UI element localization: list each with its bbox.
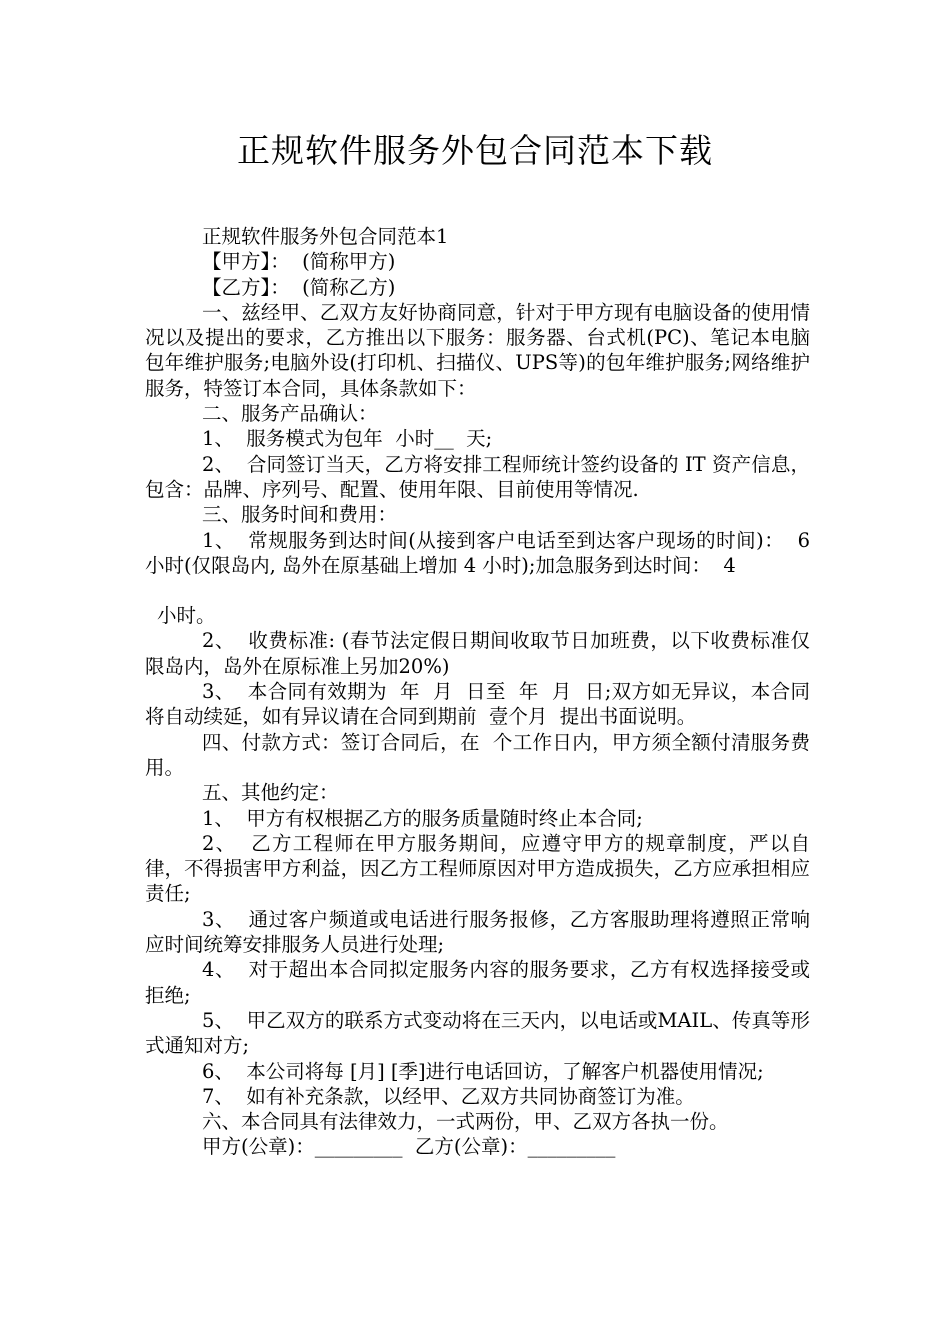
clause-3-3: 3、 本合同有效期为 年 月 日至 年 月 日;双方如无异议，本合同将自动续延，如有异议请在合同到期前 壹个月 提出书面说明。 — [145, 680, 810, 729]
clause-1: 一、兹经甲、乙双方友好协商同意，针对于甲方现有电脑设备的使用情况以及提出的要求，乙方推出以下服务：服务器、台式机(PC)、笔记本电脑包年维护服务;电脑外设(打印机、扫描仪、UPS等)的包年维护服务;网络维护服务，特签订本合同，具体条款如下： — [145, 300, 810, 400]
document-title: 正规软件服务外包合同范本下载 — [237, 131, 713, 170]
clause-5-2: 2、 乙方工程师在甲方服务期间，应遵守甲方的规章制度，严以自律，不得损害甲方利益，因乙方工程师原因对甲方造成损失，乙方应承担相应责任; — [145, 831, 810, 906]
clause-5-1: 1、 甲方有权根据乙方的服务质量随时终止本合同; — [202, 806, 643, 830]
signature-line: 甲方(公章)：_________ 乙方(公章)：_________ — [202, 1135, 616, 1159]
party-b-line: 【乙方】： (简称乙方) — [202, 275, 396, 299]
section-3-heading: 三、服务时间和费用： — [202, 503, 398, 527]
clause-5-3: 3、 通过客户频道或电话进行服务报修，乙方客服助理将遵照正常响应时间统筹安排服务人员进行处理; — [145, 907, 810, 957]
blank-line — [145, 578, 810, 603]
section-2-heading: 二、服务产品确认： — [202, 402, 378, 426]
clause-5-7: 7、 如有补充条款，以经甲、乙双方共同协商签订为准。 — [202, 1084, 695, 1108]
party-a-line: 【甲方】： (简称甲方) — [202, 250, 396, 274]
clause-2-2: 2、 合同签订当天，乙方将安排工程师统计签约设备的 IT 资产信息，包含：品牌、序列号、配置、使用年限、目前使用等情况. — [145, 452, 810, 501]
contract-heading: 正规软件服务外包合同范本1 — [202, 225, 449, 248]
clause-3-1: 1、 常规服务到达时间(从接到客户电话至到达客户现场的时间)： 6 小时(仅限岛内, 岛外在原基础上增加 4 小时);加急服务到达时间： 4 — [145, 528, 823, 577]
clause-5-6: 6、 本公司将每 [月] [季]进行电话回访，了解客户机器使用情况; — [202, 1059, 764, 1083]
clause-5-4: 4、 对于超出本合同拟定服务内容的服务要求，乙方有权选择接受或拒绝; — [145, 958, 810, 1007]
clause-3-1-continued: 小时。 — [157, 604, 216, 628]
document-body — [145, 224, 823, 1160]
clause-5-5: 5、 甲乙双方的联系方式变动将在三天内，以电话或MAIL、传真等形式通知对方; — [145, 1008, 810, 1058]
section-5-heading: 五、其他约定： — [202, 781, 339, 805]
clause-3-2: 2、 收费标准: (春节法定假日期间收取节日加班费，以下收费标准仅限岛内，岛外在原标准上另加20%) — [145, 629, 810, 678]
clause-2-1: 1、 服务模式为包年 小时__ 天; — [202, 427, 493, 451]
section-4-payment: 四、付款方式：签订合同后，在 个工作日内，甲方须全额付清服务费用。 — [145, 730, 810, 779]
section-6-legal-effect: 六、本合同具有法律效力，一式两份，甲、乙双方各执一份。 — [202, 1110, 729, 1134]
